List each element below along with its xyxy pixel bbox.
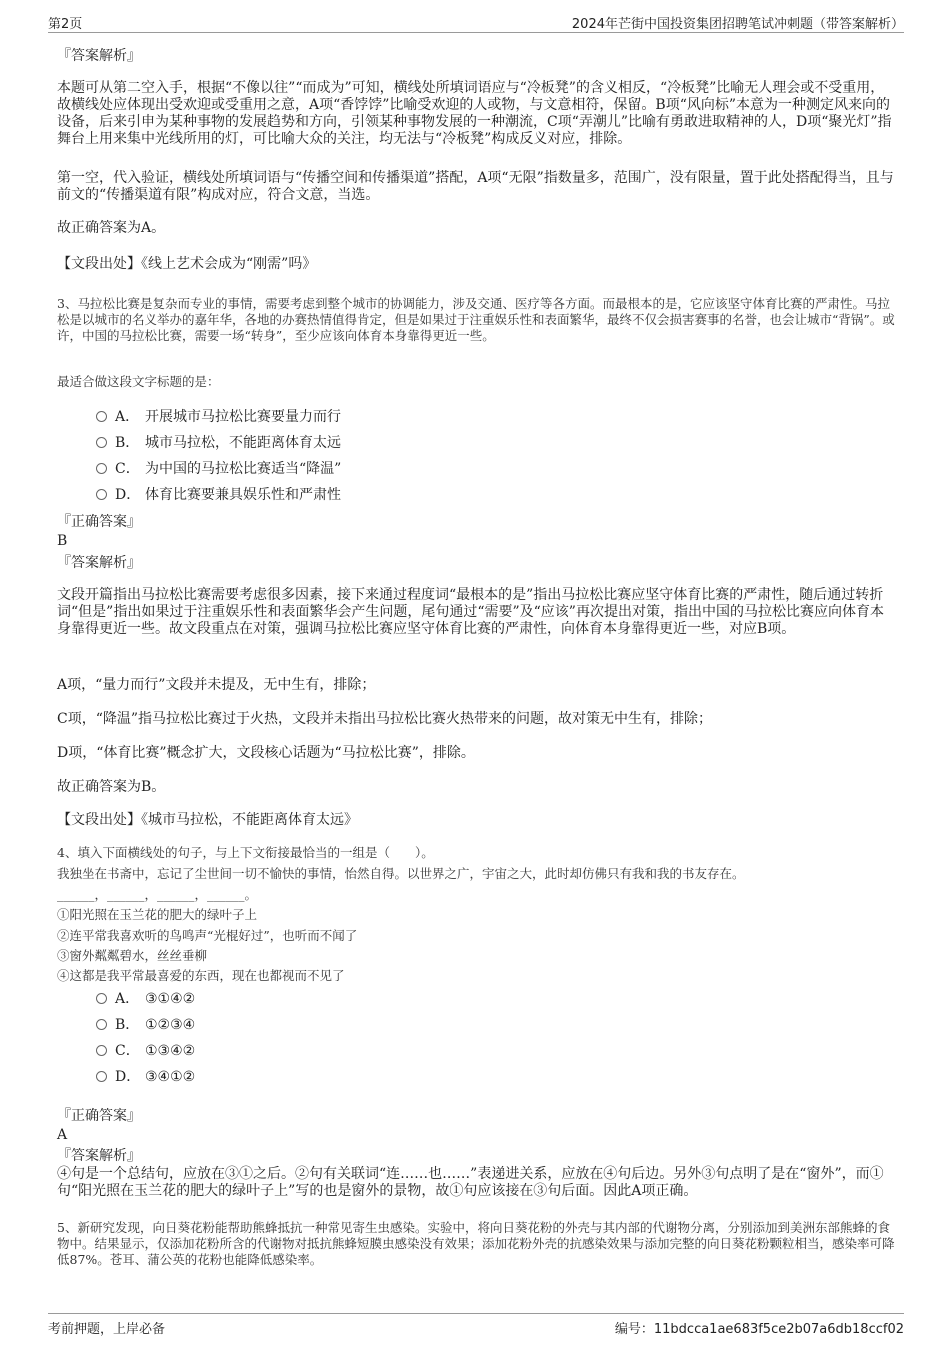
q4-option-c[interactable]: C． ①③④②: [96, 1042, 195, 1060]
q3-option-d[interactable]: D． 体育比赛要兼具娱乐性和严肃性: [96, 486, 341, 504]
q3-option-c[interactable]: C． 为中国的马拉松比赛适当“降温”: [96, 460, 341, 478]
radio-icon[interactable]: [96, 1019, 107, 1030]
q4-answer-label: 『正确答案』: [57, 1108, 141, 1124]
document-code: 编号：11bdcca1ae683f5ce2b07a6db18ccf02: [614, 1322, 904, 1337]
q2-analysis-label: 『答案解析』: [57, 48, 141, 64]
q3-analysis-p5: 故正确答案为B。: [57, 779, 166, 795]
q4-item-3: ③窗外粼粼碧水，丝丝垂柳: [57, 948, 208, 963]
q4-option-d[interactable]: D． ③④①②: [96, 1068, 195, 1086]
q4-analysis: ④句是一个总结句，应放在③①之后。②句有关联词“连……也……”表递进关系，应放在④句后边。另外③句点明了是在“窗外”，而①句“阳光照在玉兰花的肥大的绿叶子上”写的也是窗外的景物，故①句应该接在③句后面。因此A项正确。: [57, 1166, 884, 1199]
q2-analysis-p2: 第一空，代入验证，横线处所填词语与“传播空间和传播渠道”搭配，A项“无限”指数量多，范围广，没有限量，置于此处搭配得当，且与前文的“传播渠道有限”构成对应，符合文意，当选。: [57, 170, 894, 203]
q4-context: 我独坐在书斋中，忘记了尘世间一切不愉快的事情，怡然自得。以世界之广，宇宙之大，此时却仿佛只有我和我的书友存在。: [57, 866, 745, 881]
q4-option-b[interactable]: B． ①②③④: [96, 1016, 195, 1034]
q4-blanks: ______，______，______，______。: [57, 887, 258, 902]
q3-option-a[interactable]: A． 开展城市马拉松比赛要量力而行: [96, 408, 341, 426]
q3-stem: 3、马拉松比赛是复杂而专业的事情，需要考虑到整个城市的协调能力，涉及交通、医疗等各方面。而最根本的是，它应该坚守体育比赛的严肃性。马拉松是以城市的名义举办的嘉年华，各地的办赛热情值得肯定，但是如果过于注重娱乐性和表面繁华，最终不仅会损害赛事的名誉，也会让城市“背锅”。或许，中国的马拉松比赛，需要一场“转身”，至少应该向体育本身靠得更近一些。: [57, 296, 895, 343]
radio-icon[interactable]: [96, 463, 107, 474]
q4-item-2: ②连平常我喜欢听的鸟鸣声“光棍好过”，也听而不闻了: [57, 928, 358, 943]
q3-analysis-p1: 文段开篇指出马拉松比赛需要考虑很多因素，接下来通过程度词“最根本的是”指出马拉松比赛应坚守体育比赛的严肃性，随后通过转折词“但是”指出如果过于注重娱乐性和表面繁华会产生问题，尾句通过“需要”及“应该”再次提出对策，指出中国的马拉松比赛应向体育本身靠得更近一些。故文段重点在对策，强调马拉松比赛应坚守体育比赛的严肃性，向体育本身靠得更近一些，对应B项。: [57, 587, 884, 637]
document-title: 2024年芒街中国投资集团招聘笔试冲刺题（带答案解析）: [571, 17, 904, 32]
q3-source: 【文段出处】《城市马拉松，不能距离体育太远》: [57, 812, 358, 828]
q4-item-4: ④这都是我平常最喜爱的东西，现在也都视而不见了: [57, 968, 345, 983]
q3-analysis-p4: D项，“体育比赛”概念扩大，文段核心话题为“马拉松比赛”，排除。: [57, 745, 475, 761]
q2-source: 【文段出处】《线上艺术会成为“刚需”吗》: [57, 256, 317, 272]
footer-slogan: 考前押题，上岸必备: [48, 1322, 166, 1337]
page-number: 第2页: [48, 17, 83, 32]
q3-analysis-p2: A项，“量力而行”文段并未提及，无中生有，排除；: [57, 677, 376, 693]
radio-icon[interactable]: [96, 993, 107, 1004]
q3-analysis-p3: C项，“降温”指马拉松比赛过于火热，文段并未指出马拉松比赛火热带来的问题，故对策无中生有，排除；: [57, 711, 713, 727]
q3-option-b[interactable]: B． 城市马拉松，不能距离体育太远: [96, 434, 341, 452]
q3-question: 最适合做这段文字标题的是：: [57, 374, 220, 389]
radio-icon[interactable]: [96, 411, 107, 422]
q2-analysis-p3: 故正确答案为A。: [57, 220, 166, 236]
q5-stem: 5、新研究发现，向日葵花粉能帮助熊蜂抵抗一种常见寄生虫感染。实验中，将向日葵花粉的外壳与其内部的代谢物分离，分别添加到美洲东部熊蜂的食物中。结果显示，仅添加花粉所含的代谢物对抵抗熊蜂短膜虫感染没有效果；添加花粉外壳的抗感染效果与添加完整的向日葵花粉颗粒相当，感染率可降低87%。苍耳、蒲公英的花粉也能降低感染率。: [57, 1220, 895, 1267]
q4-option-a[interactable]: A． ③①④②: [96, 990, 195, 1008]
q4-stem: 4、填入下面横线处的句子，与上下文衔接最恰当的一组是（ ）。: [57, 845, 434, 860]
q4-analysis-label: 『答案解析』: [57, 1148, 141, 1164]
q3-answer: B: [57, 533, 68, 549]
radio-icon[interactable]: [96, 1045, 107, 1056]
q2-analysis-p1: 本题可从第二空入手，根据“不像以往”“而成为”可知，横线处所填词语应与“冷板凳”的含义相反，“冷板凳”比喻无人理会或不受重用，故横线处应体现出受欢迎或受重用之意，A项“香饽饽”比喻受欢迎的人或物，与文意相符，保留。B项“风向标”本意为一种测定风来向的设备，后来引申为某种事物的发展趋势和方向，引领某种事物发展的一种潮流，C项“弄潮儿”比喻有勇敢进取精神的人，D项“聚光灯”指舞台上用来集中光线所用的灯，可比喻大众的关注，均无法与“冷板凳”构成反义对应，排除。: [57, 80, 892, 147]
q4-answer: A: [57, 1127, 68, 1143]
radio-icon[interactable]: [96, 437, 107, 448]
q4-item-1: ①阳光照在玉兰花的肥大的绿叶子上: [57, 907, 258, 922]
q3-analysis-label: 『答案解析』: [57, 555, 141, 571]
page-footer: [48, 1313, 904, 1336]
q3-answer-label: 『正确答案』: [57, 514, 141, 530]
radio-icon[interactable]: [96, 489, 107, 500]
page-header: [48, 12, 904, 33]
radio-icon[interactable]: [96, 1071, 107, 1082]
